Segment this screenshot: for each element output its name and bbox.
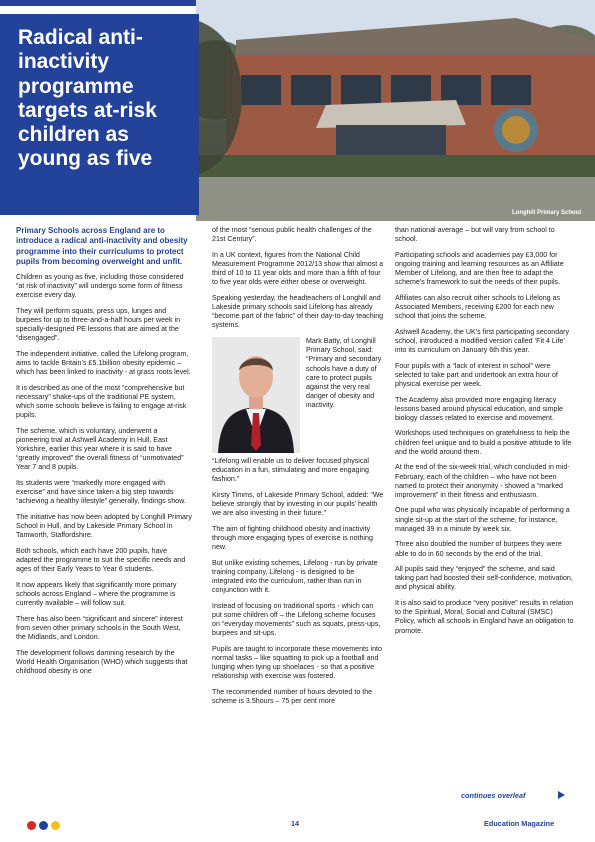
arrow-right-icon — [558, 791, 565, 799]
blue-dot-icon — [39, 821, 48, 830]
body-paragraph: But unlike existing schemes, Lifelong - run by private training company, Lifelong - is designed to be integrated into the curriculum, rather than run in conjunction with it. — [212, 558, 378, 595]
body-paragraph: It is also said to produce “very positive” results in relation to the Spiritual, Moral, Social and Cultural (SMSC) Policy, which all schools in England have an obligation to promote. — [395, 598, 574, 635]
body-paragraph: Four pupils with a “lack of interest in school” were selected to take part and undertook an extra hour of physical exercise per week. — [395, 361, 558, 389]
body-paragraph: Both schools, which each have 200 pupils, have adapted the programme to suit the specific needs and ages of their Early Years to Year 6 students. — [16, 546, 186, 574]
body-paragraph: At the end of the six-week trial, which concluded in mid-February, each of the children – who have not been named to protect their anonymity - showed a “marked improvement” in their fitness and enthusiasm. — [395, 463, 570, 499]
red-dot-icon — [27, 821, 36, 830]
body-paragraph: It now appears likely that significantly more primary schools across England – where the programme is currently available – will follow suit. — [16, 580, 177, 608]
body-paragraph: The development follows damning research by the World Health Organisation (WHO) which suggests that childhood obesity is one — [16, 648, 188, 675]
body-paragraph: In a UK context, figures from the National Child Measurement Programme 2012/13 show that almost a third of 10 to 11 year olds and more than a fifth of four to five year olds were either obese or overweight. — [212, 250, 384, 287]
continues-overleaf-link[interactable]: continues overleaf — [461, 791, 526, 800]
article-headline: Radical anti-inactivity programme targets at-risk children as young as five — [18, 26, 157, 171]
body-paragraph: The independent initiative, called the Lifelong program, aims to tackle Britain’s £5.1billion obesity epidemic – which has been linked to inactivity - at grass roots level. — [16, 349, 191, 377]
body-paragraph: The Academy also provided more engaging literacy lessons based around physical education, and simple biology classes related to exercise and movement. — [395, 395, 563, 422]
column-2 — [212, 226, 384, 713]
body-paragraph: All pupils said they “enjoyed” the scheme, and said taking part had boosted their self-confidence, motivation, and physical ability. — [395, 565, 573, 592]
body-paragraph: Its students were “markedly more engaged with exercise” and have since taken a big step towards “achieving a healthy lifestyle” generally, findings show. — [16, 478, 186, 506]
page-number: 14 — [291, 819, 300, 828]
body-paragraph: Instead of focusing on traditional sports - which can put some children off – the Lifelong scheme focuses on “everyday movements” such as squats, press-ups, burpees and sit-ups. — [212, 601, 381, 638]
headteacher-portrait — [212, 337, 300, 453]
body-paragraph: The scheme, which is voluntary, underwent a pioneering trial at Ashwell Academy in Hull, East Yorkshire, earlier this year where it is said to have “greatly improved” the overall fitness of “unmotivated” Year 7 and 8 pupils. — [16, 426, 184, 472]
body-paragraph: Three also doubled the number of burpees they were able to do in 60 seconds by the end of the trial. — [395, 540, 562, 558]
body-paragraph: Participating schools and academies pay £3,000 for ongoing training and learning resources as an Affiliate Member of Lifelong, and are then free to adapt the scheme’s framework to suit the needs of their pupils. — [395, 250, 564, 287]
photo-caption: Longhill Primary School — [511, 210, 581, 216]
column-1 — [16, 226, 192, 682]
body-paragraph: “Lifelong will enable us to deliver focused physical education in a fun, stimulating and more engaging fashion.” — [212, 456, 369, 484]
body-paragraph: Kirsty Timms, of Lakeside Primary School, added: “We believe strongly that by investing in our pupils’ health we are also investing in their future.” — [212, 490, 384, 518]
body-paragraph: Ashwell Academy, the UK’s first participating secondary school, introduced a modified version called ‘Fit 4 Life’ into its curriculum on January 6th this year. — [395, 327, 570, 355]
school-building-illustration — [196, 0, 595, 221]
yellow-dot-icon — [51, 821, 60, 830]
headline-box — [0, 14, 199, 215]
body-paragraph: Workshops used techniques on gratefulness to help the children feel unique and to build a positive attitude to life and the world around them. — [395, 429, 572, 456]
body-paragraph: They will perform squats, press ups, lunges and burpees for up to three-and-a-half hours per week in specially-designed PE lessons that are aimed at the “disengaged”. — [16, 306, 181, 343]
footer-dots — [27, 821, 60, 830]
body-paragraph: Affiliates can also recruit other schools to Lifelong as Associated Members, receiving £200 for each new school that joins the scheme. — [395, 293, 561, 321]
body-paragraph: Children as young as five, including those considered “at risk of inactivity” will undergo some form of fitness exercise every day. — [16, 272, 184, 300]
body-paragraph: of the most “serious public health challenges of the 21st Century”. — [212, 226, 372, 244]
side-quote: Mark Batty, of Longhill Primary School, said: “Primary and secondary schools have a duty of care to protect pupils against the very real danger of obesity and inactivity. — [306, 336, 382, 410]
body-paragraph: There has also been “significant and sincere” interest from seven other primary schools in the South West, the Midlands, and London. — [16, 614, 183, 641]
body-paragraph: It is described as one of the most “comprehensive but necessary” shake-ups of the traditional PE system, which some schools believe is failing to engage at-risk pupils. — [16, 383, 187, 420]
lead-paragraph: Primary Schools across England are to introduce a radical anti-inactivity and obesity programme into their curriculums to protect pupils from becoming overweight and unfit. — [16, 226, 188, 267]
body-paragraph: Speaking yesterday, the headteachers of Longhill and Lakeside primary schools said Lifelong has already “become part of the fabric” of their day-to-day teaching systems. — [212, 293, 384, 330]
body-paragraph: One pupil who was physically incapable of performing a single sit-up at the start of the scheme, for instance, managed 39 in a minute by week six. — [395, 506, 570, 533]
column-3 — [395, 226, 575, 642]
body-paragraph: than national average – but will vary from school to school. — [395, 226, 555, 244]
magazine-name: Education Magazine — [484, 819, 555, 828]
body-paragraph: The initiative has now been adopted by Longhill Primary School in Hull, and by Lakeside Primary School in Tamworth, Staffordshire. — [16, 512, 192, 540]
school-building-photo — [196, 0, 595, 221]
body-paragraph: The recommended number of hours devoted to the scheme is 3.5hours – 75 per cent more — [212, 687, 373, 706]
body-paragraph: Pupils are taught to incorporate these movements into normal tasks – like squatting to pick up a football and lunging when tying up shoelaces - so that a positive relationship with exercise was fostered. — [212, 644, 382, 681]
body-paragraph: The aim of fighting childhood obesity and inactivity through more engaging types of exercise is nothing new. — [212, 524, 373, 552]
